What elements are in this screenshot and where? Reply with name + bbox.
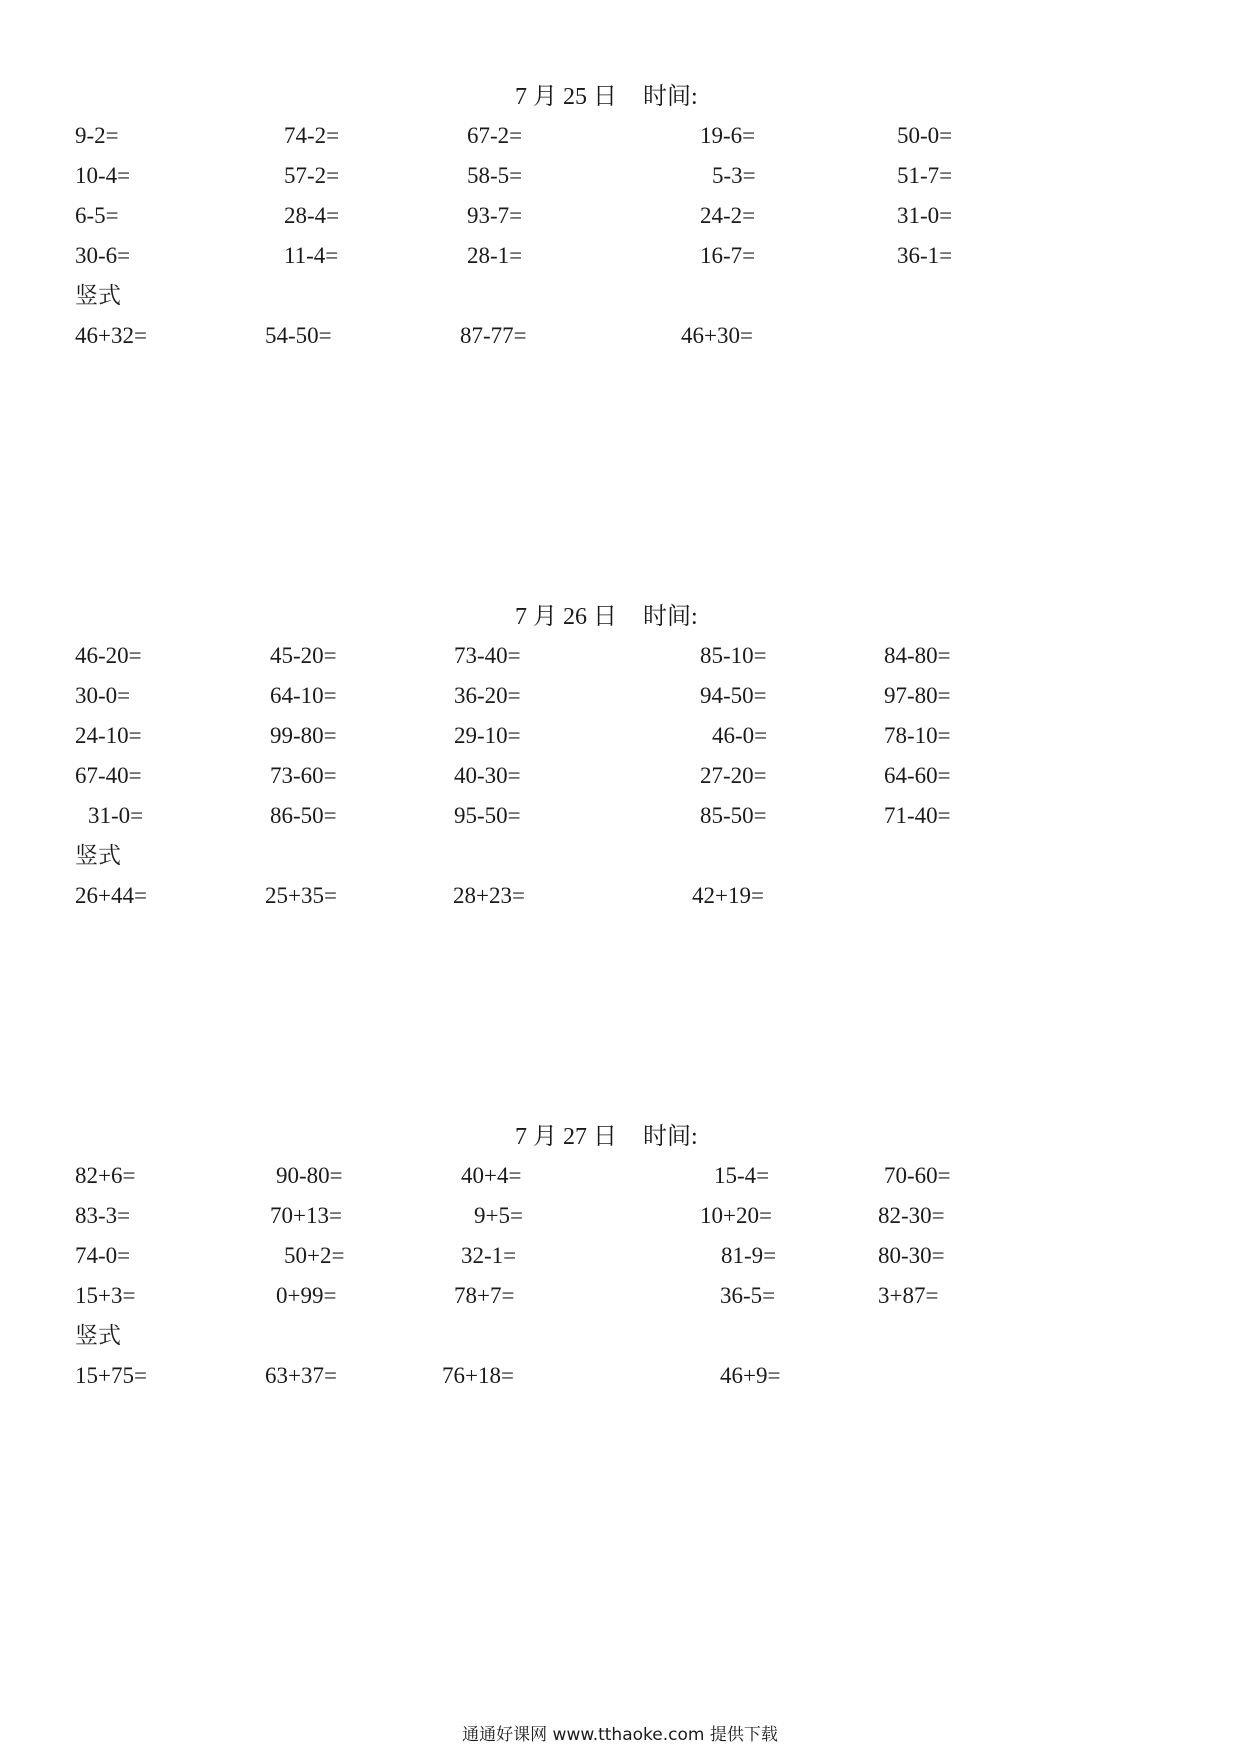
problem: 6-5= — [75, 203, 119, 228]
problem: 3+87= — [878, 1283, 939, 1308]
problem: 27-20= — [700, 763, 767, 788]
problem: 73-40= — [454, 643, 521, 668]
time-label: 时间: — [643, 604, 698, 630]
problem: 73-60= — [270, 763, 337, 788]
problem: 85-10= — [700, 643, 767, 668]
section-header — [515, 602, 698, 632]
problem: 84-80= — [884, 643, 951, 668]
problem: 99-80= — [270, 723, 337, 748]
date-label: 7 月 25 日 — [515, 84, 617, 110]
problem: 29-10= — [454, 723, 521, 748]
date-label: 7 月 27 日 — [515, 1124, 617, 1150]
problem: 51-7= — [897, 163, 953, 188]
problem: 11-4= — [284, 243, 339, 268]
problem: 94-50= — [700, 683, 767, 708]
vertical-calc-label: 竖式 — [75, 1323, 121, 1348]
problem: 71-40= — [884, 803, 951, 828]
problem: 64-60= — [884, 763, 951, 788]
vertical-problem: 63+37= — [265, 1363, 337, 1388]
problem: 40-30= — [454, 763, 521, 788]
problem: 28-1= — [467, 243, 523, 268]
problem: 78-10= — [884, 723, 951, 748]
problem: 86-50= — [270, 803, 337, 828]
problem: 19-6= — [700, 123, 756, 148]
problem: 15-4= — [714, 1163, 770, 1188]
problem: 67-2= — [467, 123, 523, 148]
problem: 10+20= — [700, 1203, 772, 1228]
problem: 16-7= — [700, 243, 756, 268]
problem: 32-1= — [461, 1243, 517, 1268]
problem: 67-40= — [75, 763, 142, 788]
vertical-problem: 76+18= — [442, 1363, 514, 1388]
problem: 50-0= — [897, 123, 953, 148]
problem: 80-30= — [878, 1243, 945, 1268]
section-header — [515, 82, 698, 112]
section-header — [515, 1122, 698, 1152]
problem: 0+99= — [276, 1283, 337, 1308]
vertical-problem: 46+32= — [75, 323, 147, 348]
vertical-calc-label: 竖式 — [75, 283, 121, 308]
vertical-calc-label: 竖式 — [75, 843, 121, 868]
problem: 10-4= — [75, 163, 131, 188]
problem: 58-5= — [467, 163, 523, 188]
problem: 40+4= — [461, 1163, 522, 1188]
problem: 93-7= — [467, 203, 523, 228]
problem: 46-20= — [75, 643, 142, 668]
problem: 30-0= — [75, 683, 131, 708]
problem: 46-0= — [712, 723, 768, 748]
problem: 81-9= — [721, 1243, 777, 1268]
problem: 50+2= — [284, 1243, 345, 1268]
time-label: 时间: — [643, 84, 698, 110]
problem: 5-3= — [712, 163, 756, 188]
problem: 70-60= — [884, 1163, 951, 1188]
vertical-problem: 46+9= — [720, 1363, 781, 1388]
problem: 31-0= — [897, 203, 953, 228]
vertical-problem: 46+30= — [681, 323, 753, 348]
vertical-problem: 28+23= — [453, 883, 525, 908]
vertical-problem: 87-77= — [460, 323, 527, 348]
vertical-problem: 25+35= — [265, 883, 337, 908]
problem: 9-2= — [75, 123, 119, 148]
problem: 82+6= — [75, 1163, 136, 1188]
problem: 97-80= — [884, 683, 951, 708]
problem: 74-0= — [75, 1243, 131, 1268]
problem: 36-1= — [897, 243, 953, 268]
problem: 85-50= — [700, 803, 767, 828]
date-label: 7 月 26 日 — [515, 604, 617, 630]
problem: 90-80= — [276, 1163, 343, 1188]
problem: 15+3= — [75, 1283, 136, 1308]
problem: 83-3= — [75, 1203, 131, 1228]
problem: 28-4= — [284, 203, 340, 228]
problem: 95-50= — [454, 803, 521, 828]
vertical-problem: 15+75= — [75, 1363, 147, 1388]
problem: 24-2= — [700, 203, 756, 228]
problem: 36-20= — [454, 683, 521, 708]
problem: 57-2= — [284, 163, 340, 188]
problem: 64-10= — [270, 683, 337, 708]
problem: 82-30= — [878, 1203, 945, 1228]
footer-credit: 通通好课网 www.tthaoke.com 提供下载 — [462, 1725, 778, 1745]
problem: 36-5= — [720, 1283, 776, 1308]
problem: 9+5= — [474, 1203, 523, 1228]
problem: 24-10= — [75, 723, 142, 748]
vertical-problem: 54-50= — [265, 323, 332, 348]
problem: 74-2= — [284, 123, 340, 148]
problem: 31-0= — [88, 803, 144, 828]
problem: 70+13= — [270, 1203, 342, 1228]
problem: 30-6= — [75, 243, 131, 268]
vertical-problem: 42+19= — [692, 883, 764, 908]
time-label: 时间: — [643, 1124, 698, 1150]
vertical-problem: 26+44= — [75, 883, 147, 908]
problem: 78+7= — [454, 1283, 515, 1308]
problem: 45-20= — [270, 643, 337, 668]
